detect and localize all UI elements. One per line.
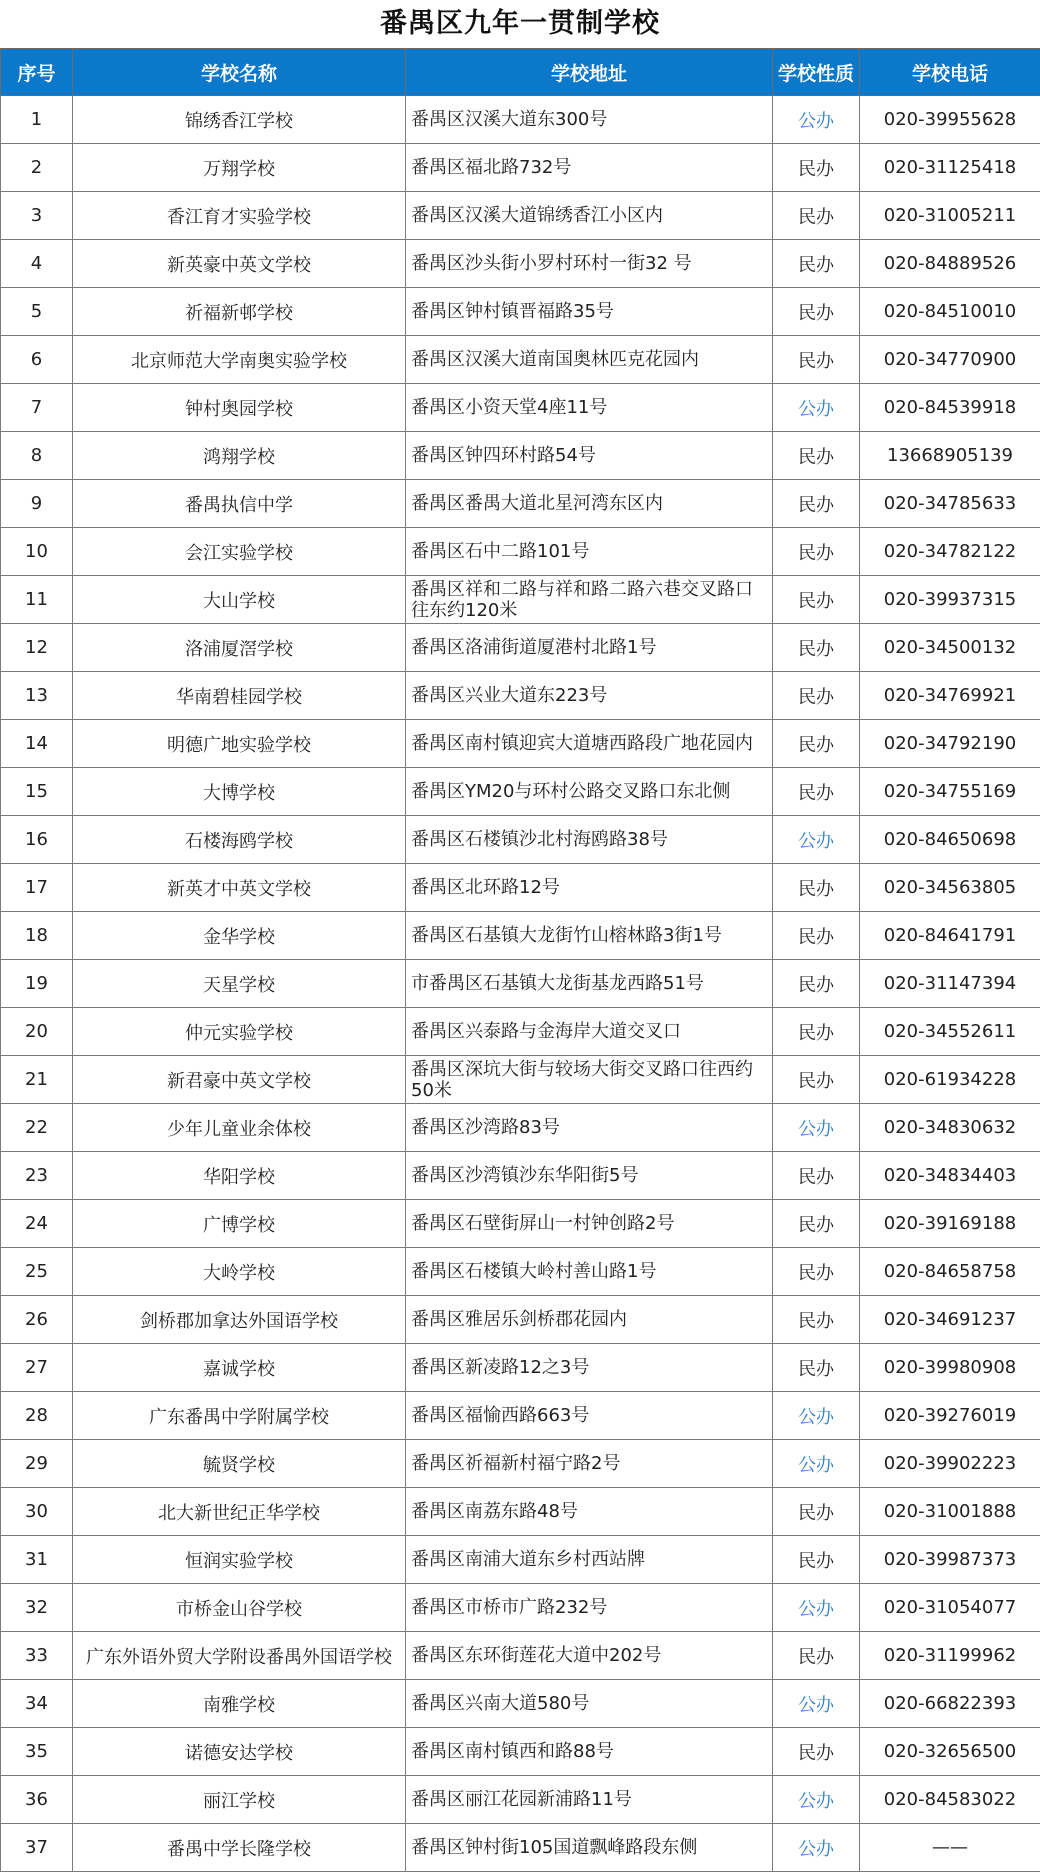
- cell-phone: 020-39955628: [860, 96, 1040, 144]
- cell-phone: 020-31054077: [860, 1584, 1040, 1632]
- cell-type: 民办: [773, 1248, 860, 1296]
- cell-phone: 020-34552611: [860, 1008, 1040, 1056]
- cell-school-name: 丽江学校: [73, 1776, 406, 1824]
- cell-phone: 020-34834403: [860, 1152, 1040, 1200]
- table-row: [1, 1104, 1040, 1152]
- cell-type: 民办: [773, 576, 860, 624]
- cell-type: 民办: [773, 432, 860, 480]
- cell-address: 番禺区洛浦街道厦港村北路1号: [406, 624, 773, 672]
- cell-type: 公办: [773, 96, 860, 144]
- cell-type: 民办: [773, 720, 860, 768]
- cell-school-name: 番禺执信中学: [73, 480, 406, 528]
- cell-address: 番禺区福北路732号: [406, 144, 773, 192]
- cell-number: 29: [1, 1440, 73, 1488]
- cell-address: 番禺区市桥市广路232号: [406, 1584, 773, 1632]
- cell-number: 1: [1, 96, 73, 144]
- cell-number: 31: [1, 1536, 73, 1584]
- cell-phone: 020-34691237: [860, 1296, 1040, 1344]
- cell-type: 民办: [773, 1296, 860, 1344]
- cell-address: 番禺区深坑大街与较场大街交叉路口往西约50米: [406, 1056, 773, 1104]
- cell-school-name: 北大新世纪正华学校: [73, 1488, 406, 1536]
- cell-school-name: 金华学校: [73, 912, 406, 960]
- table-row: [1, 1488, 1040, 1536]
- cell-type: 民办: [773, 1728, 860, 1776]
- cell-number: 11: [1, 576, 73, 624]
- cell-phone: 020-34792190: [860, 720, 1040, 768]
- cell-number: 20: [1, 1008, 73, 1056]
- cell-number: 27: [1, 1344, 73, 1392]
- cell-address: 番禺区沙湾镇沙东华阳街5号: [406, 1152, 773, 1200]
- cell-address: 番禺区南浦大道东乡村西站牌: [406, 1536, 773, 1584]
- table-row: [1, 1536, 1040, 1584]
- cell-number: 12: [1, 624, 73, 672]
- cell-school-name: 广东番禺中学附属学校: [73, 1392, 406, 1440]
- cell-type: 民办: [773, 1200, 860, 1248]
- cell-phone: 020-39980908: [860, 1344, 1040, 1392]
- cell-phone: 020-32656500: [860, 1728, 1040, 1776]
- cell-school-name: 华阳学校: [73, 1152, 406, 1200]
- cell-address: 番禺区祈福新村福宁路2号: [406, 1440, 773, 1488]
- table-row: [1, 1200, 1040, 1248]
- cell-school-name: 天星学校: [73, 960, 406, 1008]
- cell-phone: 020-34500132: [860, 624, 1040, 672]
- cell-number: 22: [1, 1104, 73, 1152]
- table-row: [1, 576, 1040, 624]
- table-row: [1, 1392, 1040, 1440]
- cell-school-name: 北京师范大学南奥实验学校: [73, 336, 406, 384]
- cell-type: 民办: [773, 528, 860, 576]
- table-row: [1, 624, 1040, 672]
- cell-phone: 020-31001888: [860, 1488, 1040, 1536]
- cell-number: 14: [1, 720, 73, 768]
- cell-phone: 020-84658758: [860, 1248, 1040, 1296]
- cell-type: 民办: [773, 192, 860, 240]
- table-row: [1, 384, 1040, 432]
- cell-type: 民办: [773, 768, 860, 816]
- cell-phone: 020-31005211: [860, 192, 1040, 240]
- col-header-address: 学校地址: [406, 49, 773, 96]
- cell-school-name: 毓贤学校: [73, 1440, 406, 1488]
- cell-address: 番禺区祥和二路与祥和路二路六巷交叉路口往东约120米: [406, 576, 773, 624]
- cell-phone: 020-34563805: [860, 864, 1040, 912]
- cell-type: 民办: [773, 1488, 860, 1536]
- cell-number: 7: [1, 384, 73, 432]
- cell-address: 番禺区钟村街105国道飘峰路段东侧: [406, 1824, 773, 1872]
- cell-school-name: 新英才中英文学校: [73, 864, 406, 912]
- cell-number: 25: [1, 1248, 73, 1296]
- table-row: [1, 1680, 1040, 1728]
- cell-type: 公办: [773, 1104, 860, 1152]
- cell-phone: 020-39169188: [860, 1200, 1040, 1248]
- cell-school-name: 南雅学校: [73, 1680, 406, 1728]
- cell-number: 35: [1, 1728, 73, 1776]
- cell-address: 番禺区新凌路12之3号: [406, 1344, 773, 1392]
- table-row: [1, 1632, 1040, 1680]
- cell-school-name: 市桥金山谷学校: [73, 1584, 406, 1632]
- cell-type: 公办: [773, 1584, 860, 1632]
- cell-school-name: 香江育才实验学校: [73, 192, 406, 240]
- cell-number: 32: [1, 1584, 73, 1632]
- cell-number: 19: [1, 960, 73, 1008]
- cell-number: 18: [1, 912, 73, 960]
- cell-type: 民办: [773, 288, 860, 336]
- cell-number: 17: [1, 864, 73, 912]
- cell-number: 2: [1, 144, 73, 192]
- table-row: [1, 1296, 1040, 1344]
- cell-number: 16: [1, 816, 73, 864]
- cell-school-name: 少年儿童业余体校: [73, 1104, 406, 1152]
- cell-type: 民办: [773, 864, 860, 912]
- cell-phone: 020-34830632: [860, 1104, 1040, 1152]
- cell-address: 番禺区沙湾路83号: [406, 1104, 773, 1152]
- cell-type: 民办: [773, 1056, 860, 1104]
- table-row: [1, 336, 1040, 384]
- col-header-number: 序号: [1, 49, 73, 96]
- cell-type: 民办: [773, 624, 860, 672]
- cell-address: 番禺区番禺大道北星河湾东区内: [406, 480, 773, 528]
- cell-school-name: 恒润实验学校: [73, 1536, 406, 1584]
- cell-type: 公办: [773, 1392, 860, 1440]
- cell-number: 5: [1, 288, 73, 336]
- cell-number: 30: [1, 1488, 73, 1536]
- cell-phone: 020-39987373: [860, 1536, 1040, 1584]
- cell-type: 公办: [773, 1824, 860, 1872]
- table-row: [1, 96, 1040, 144]
- cell-phone: 13668905139: [860, 432, 1040, 480]
- cell-phone: 020-34769921: [860, 672, 1040, 720]
- cell-phone: 020-34770900: [860, 336, 1040, 384]
- cell-address: 番禺区YM20与环村公路交叉路口东北侧: [406, 768, 773, 816]
- cell-address: 番禺区福愉西路663号: [406, 1392, 773, 1440]
- cell-type: 民办: [773, 912, 860, 960]
- table-row: [1, 912, 1040, 960]
- table-row: [1, 192, 1040, 240]
- table-row: [1, 432, 1040, 480]
- cell-school-name: 万翔学校: [73, 144, 406, 192]
- cell-phone: 020-66822393: [860, 1680, 1040, 1728]
- cell-school-name: 广博学校: [73, 1200, 406, 1248]
- cell-address: 番禺区小资天堂4座11号: [406, 384, 773, 432]
- cell-address: 番禺区石基镇大龙街竹山榕林路3街1号: [406, 912, 773, 960]
- page-title: 番禺区九年一贯制学校: [380, 8, 660, 39]
- cell-number: 8: [1, 432, 73, 480]
- cell-school-name: 诺德安达学校: [73, 1728, 406, 1776]
- cell-type: 公办: [773, 816, 860, 864]
- cell-phone: 020-61934228: [860, 1056, 1040, 1104]
- col-header-school-name: 学校名称: [73, 49, 406, 96]
- cell-type: 民办: [773, 1008, 860, 1056]
- cell-address: 番禺区南村镇迎宾大道塘西路段广地花园内: [406, 720, 773, 768]
- cell-address: 番禺区石中二路101号: [406, 528, 773, 576]
- cell-type: 民办: [773, 1344, 860, 1392]
- cell-number: 15: [1, 768, 73, 816]
- cell-type: 公办: [773, 1776, 860, 1824]
- cell-address: 番禺区石楼镇沙北村海鸥路38号: [406, 816, 773, 864]
- cell-address: 番禺区石壁街屏山一村钟创路2号: [406, 1200, 773, 1248]
- cell-school-name: 石楼海鸥学校: [73, 816, 406, 864]
- cell-school-name: 会江实验学校: [73, 528, 406, 576]
- cell-phone: 020-31125418: [860, 144, 1040, 192]
- cell-school-name: 剑桥郡加拿达外国语学校: [73, 1296, 406, 1344]
- cell-address: 番禺区东环街莲花大道中202号: [406, 1632, 773, 1680]
- cell-phone: 020-31147394: [860, 960, 1040, 1008]
- table-row: [1, 1008, 1040, 1056]
- cell-type: 民办: [773, 1632, 860, 1680]
- cell-address: 番禺区汉溪大道锦绣香江小区内: [406, 192, 773, 240]
- table-row: [1, 288, 1040, 336]
- cell-address: 番禺区南村镇西和路88号: [406, 1728, 773, 1776]
- cell-phone: 020-84650698: [860, 816, 1040, 864]
- cell-number: 23: [1, 1152, 73, 1200]
- cell-phone: 020-84510010: [860, 288, 1040, 336]
- table-row: [1, 672, 1040, 720]
- cell-phone: 020-34785633: [860, 480, 1040, 528]
- table-row: [1, 864, 1040, 912]
- cell-type: 民办: [773, 960, 860, 1008]
- table-row: [1, 720, 1040, 768]
- cell-school-name: 鸿翔学校: [73, 432, 406, 480]
- cell-number: 10: [1, 528, 73, 576]
- cell-number: 28: [1, 1392, 73, 1440]
- table-row: [1, 960, 1040, 1008]
- cell-phone: 020-31199962: [860, 1632, 1040, 1680]
- table-row: [1, 144, 1040, 192]
- table-row: [1, 1056, 1040, 1104]
- cell-school-name: 大博学校: [73, 768, 406, 816]
- cell-school-name: 明德广地实验学校: [73, 720, 406, 768]
- cell-type: 公办: [773, 1680, 860, 1728]
- cell-number: 36: [1, 1776, 73, 1824]
- cell-type: 民办: [773, 336, 860, 384]
- cell-school-name: 广东外语外贸大学附设番禺外国语学校: [73, 1632, 406, 1680]
- cell-address: 番禺区北环路12号: [406, 864, 773, 912]
- cell-phone: 020-84889526: [860, 240, 1040, 288]
- col-header-type: 学校性质: [773, 49, 860, 96]
- cell-phone: 020-39276019: [860, 1392, 1040, 1440]
- table-row: [1, 1152, 1040, 1200]
- cell-number: 37: [1, 1824, 73, 1872]
- cell-number: 24: [1, 1200, 73, 1248]
- school-table: [0, 48, 1040, 1872]
- cell-address: 番禺区石楼镇大岭村善山路1号: [406, 1248, 773, 1296]
- cell-address: 番禺区钟村镇晋福路35号: [406, 288, 773, 336]
- cell-number: 13: [1, 672, 73, 720]
- table-row: [1, 1776, 1040, 1824]
- cell-type: 民办: [773, 672, 860, 720]
- table-row: [1, 1728, 1040, 1776]
- cell-school-name: 新英豪中英文学校: [73, 240, 406, 288]
- cell-school-name: 大山学校: [73, 576, 406, 624]
- table-row: [1, 480, 1040, 528]
- cell-type: 民办: [773, 144, 860, 192]
- cell-phone: ——: [860, 1824, 1040, 1872]
- cell-phone: 020-34755169: [860, 768, 1040, 816]
- table-row: [1, 1584, 1040, 1632]
- cell-address: 市番禺区石基镇大龙街基龙西路51号: [406, 960, 773, 1008]
- cell-phone: 020-84641791: [860, 912, 1040, 960]
- cell-type: 民办: [773, 1536, 860, 1584]
- table-row: [1, 1824, 1040, 1872]
- table-row: [1, 528, 1040, 576]
- table-row: [1, 816, 1040, 864]
- col-header-phone: 学校电话: [860, 49, 1040, 96]
- cell-school-name: 嘉诚学校: [73, 1344, 406, 1392]
- cell-school-name: 钟村奥园学校: [73, 384, 406, 432]
- cell-address: 番禺区丽江花园新浦路11号: [406, 1776, 773, 1824]
- cell-number: 6: [1, 336, 73, 384]
- cell-phone: 020-84539918: [860, 384, 1040, 432]
- cell-address: 番禺区兴南大道580号: [406, 1680, 773, 1728]
- cell-address: 番禺区汉溪大道东300号: [406, 96, 773, 144]
- cell-number: 21: [1, 1056, 73, 1104]
- table-row: [1, 240, 1040, 288]
- cell-phone: 020-39902223: [860, 1440, 1040, 1488]
- cell-type: 公办: [773, 1440, 860, 1488]
- cell-school-name: 祈福新邨学校: [73, 288, 406, 336]
- cell-address: 番禺区兴泰路与金海岸大道交叉口: [406, 1008, 773, 1056]
- cell-phone: 020-84583022: [860, 1776, 1040, 1824]
- cell-number: 33: [1, 1632, 73, 1680]
- cell-school-name: 仲元实验学校: [73, 1008, 406, 1056]
- cell-school-name: 大岭学校: [73, 1248, 406, 1296]
- cell-address: 番禺区钟四环村路54号: [406, 432, 773, 480]
- cell-school-name: 番禺中学长隆学校: [73, 1824, 406, 1872]
- cell-address: 番禺区兴业大道东223号: [406, 672, 773, 720]
- cell-school-name: 洛浦厦滘学校: [73, 624, 406, 672]
- cell-phone: 020-34782122: [860, 528, 1040, 576]
- table-row: [1, 768, 1040, 816]
- cell-number: 3: [1, 192, 73, 240]
- cell-number: 26: [1, 1296, 73, 1344]
- cell-type: 民办: [773, 240, 860, 288]
- table-row: [1, 1248, 1040, 1296]
- cell-address: 番禺区汉溪大道南国奥林匹克花园内: [406, 336, 773, 384]
- table-header-row: [1, 49, 1040, 96]
- cell-school-name: 锦绣香江学校: [73, 96, 406, 144]
- cell-type: 民办: [773, 1152, 860, 1200]
- cell-address: 番禺区沙头街小罗村环村一街32 号: [406, 240, 773, 288]
- table-row: [1, 1344, 1040, 1392]
- cell-number: 9: [1, 480, 73, 528]
- cell-address: 番禺区南荔东路48号: [406, 1488, 773, 1536]
- cell-number: 34: [1, 1680, 73, 1728]
- table-row: [1, 1440, 1040, 1488]
- cell-phone: 020-39937315: [860, 576, 1040, 624]
- cell-school-name: 新君豪中英文学校: [73, 1056, 406, 1104]
- cell-type: 民办: [773, 480, 860, 528]
- cell-number: 4: [1, 240, 73, 288]
- cell-address: 番禺区雅居乐剑桥郡花园内: [406, 1296, 773, 1344]
- cell-type: 公办: [773, 384, 860, 432]
- cell-school-name: 华南碧桂园学校: [73, 672, 406, 720]
